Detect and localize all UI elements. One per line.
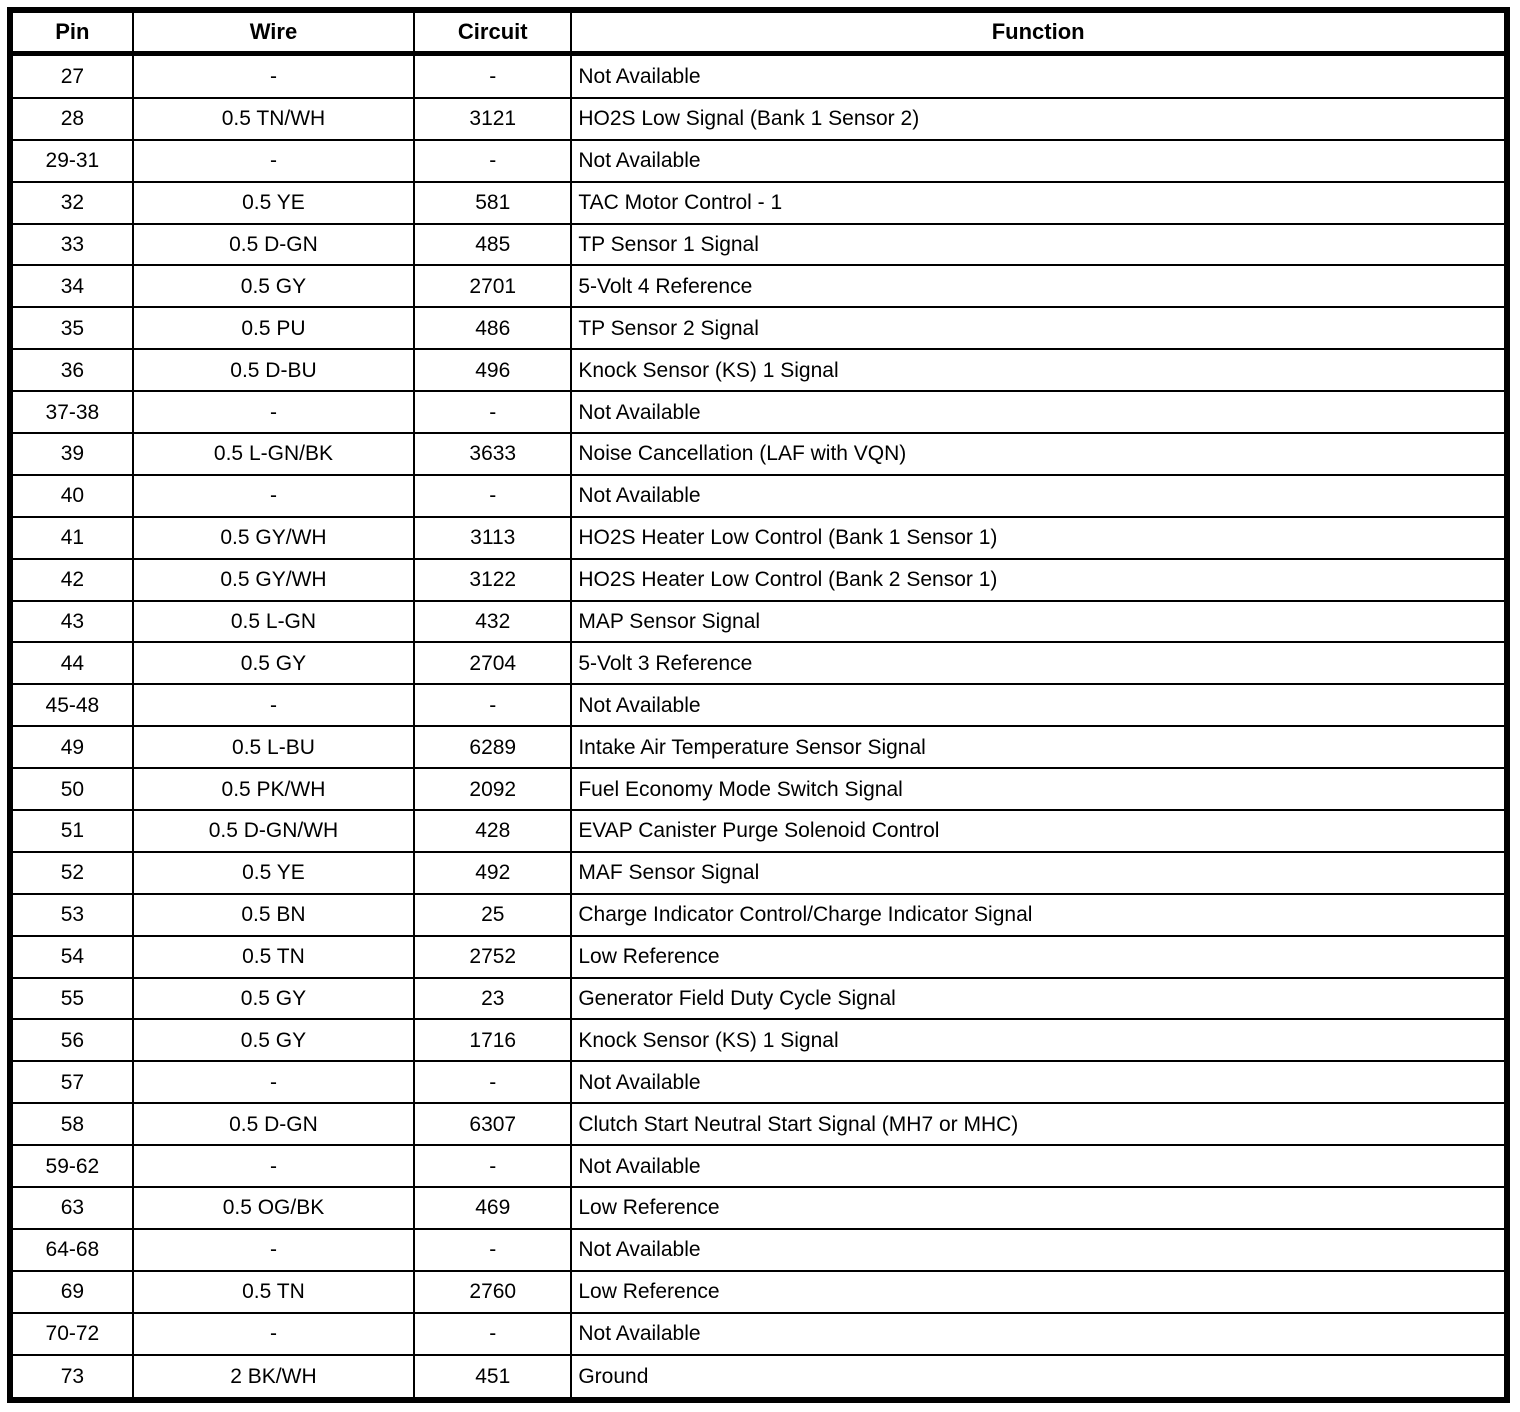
- cell-wire: 0.5 PK/WH: [133, 768, 414, 810]
- cell-function: TP Sensor 2 Signal: [571, 307, 1507, 349]
- cell-wire: 0.5 TN: [133, 1271, 414, 1313]
- cell-function: Not Available: [571, 475, 1507, 517]
- cell-wire: 0.5 L-GN/BK: [133, 433, 414, 475]
- cell-pin: 33: [10, 224, 133, 266]
- cell-wire: 0.5 TN: [133, 936, 414, 978]
- cell-circuit: 496: [414, 349, 571, 391]
- cell-wire: 0.5 D-BU: [133, 349, 414, 391]
- cell-circuit: 3113: [414, 517, 571, 559]
- cell-circuit: 6289: [414, 726, 571, 768]
- column-header-function: Function: [571, 10, 1507, 54]
- table-row: [10, 894, 1507, 936]
- cell-pin: 69: [10, 1271, 133, 1313]
- cell-circuit: -: [414, 54, 571, 98]
- cell-wire: -: [133, 475, 414, 517]
- cell-function: TP Sensor 1 Signal: [571, 224, 1507, 266]
- cell-function: Low Reference: [571, 1187, 1507, 1229]
- cell-pin: 70-72: [10, 1313, 133, 1355]
- cell-pin: 27: [10, 54, 133, 98]
- table-row: [10, 475, 1507, 517]
- cell-pin: 29-31: [10, 140, 133, 182]
- table-row: [10, 517, 1507, 559]
- table-row: [10, 1061, 1507, 1103]
- cell-wire: 0.5 BN: [133, 894, 414, 936]
- cell-wire: 0.5 PU: [133, 307, 414, 349]
- cell-wire: 0.5 GY: [133, 265, 414, 307]
- cell-wire: 0.5 GY/WH: [133, 559, 414, 601]
- table-row: [10, 307, 1507, 349]
- cell-function: Not Available: [571, 684, 1507, 726]
- table-body: [10, 54, 1507, 1401]
- cell-circuit: 492: [414, 852, 571, 894]
- cell-function: Clutch Start Neutral Start Signal (MH7 or MHC): [571, 1103, 1507, 1145]
- cell-pin: 56: [10, 1019, 133, 1061]
- table-row: [10, 768, 1507, 810]
- cell-pin: 52: [10, 852, 133, 894]
- cell-circuit: 485: [414, 224, 571, 266]
- cell-wire: 0.5 D-GN/WH: [133, 810, 414, 852]
- cell-wire: 0.5 YE: [133, 852, 414, 894]
- cell-wire: 0.5 D-GN: [133, 1103, 414, 1145]
- cell-pin: 45-48: [10, 684, 133, 726]
- cell-pin: 37-38: [10, 391, 133, 433]
- cell-pin: 57: [10, 1061, 133, 1103]
- cell-pin: 49: [10, 726, 133, 768]
- cell-circuit: 3121: [414, 98, 571, 140]
- cell-circuit: -: [414, 475, 571, 517]
- cell-pin: 58: [10, 1103, 133, 1145]
- table-row: [10, 433, 1507, 475]
- cell-circuit: 3633: [414, 433, 571, 475]
- cell-circuit: 428: [414, 810, 571, 852]
- cell-wire: 0.5 TN/WH: [133, 98, 414, 140]
- pinout-table: [7, 7, 1510, 1403]
- cell-circuit: -: [414, 1145, 571, 1187]
- table-row: [10, 559, 1507, 601]
- table-row: [10, 1019, 1507, 1061]
- table-row: [10, 1145, 1507, 1187]
- cell-pin: 35: [10, 307, 133, 349]
- cell-circuit: -: [414, 140, 571, 182]
- table-row: [10, 726, 1507, 768]
- column-header-wire: Wire: [133, 10, 414, 54]
- header-row: [10, 10, 1507, 54]
- cell-wire: 0.5 GY/WH: [133, 517, 414, 559]
- cell-pin: 50: [10, 768, 133, 810]
- cell-wire: 0.5 GY: [133, 642, 414, 684]
- cell-function: Not Available: [571, 1061, 1507, 1103]
- cell-circuit: 451: [414, 1355, 571, 1400]
- cell-pin: 34: [10, 265, 133, 307]
- cell-wire: -: [133, 1061, 414, 1103]
- table-row: [10, 601, 1507, 643]
- cell-wire: -: [133, 391, 414, 433]
- cell-function: Noise Cancellation (LAF with VQN): [571, 433, 1507, 475]
- cell-circuit: 2752: [414, 936, 571, 978]
- cell-pin: 64-68: [10, 1229, 133, 1271]
- cell-function: Not Available: [571, 54, 1507, 98]
- cell-pin: 41: [10, 517, 133, 559]
- cell-pin: 36: [10, 349, 133, 391]
- table-row: [10, 182, 1507, 224]
- column-header-circuit: Circuit: [414, 10, 571, 54]
- cell-pin: 63: [10, 1187, 133, 1229]
- cell-circuit: -: [414, 684, 571, 726]
- cell-wire: 0.5 D-GN: [133, 224, 414, 266]
- cell-pin: 42: [10, 559, 133, 601]
- column-header-pin: Pin: [10, 10, 133, 54]
- cell-pin: 43: [10, 601, 133, 643]
- cell-wire: 0.5 GY: [133, 1019, 414, 1061]
- cell-circuit: 432: [414, 601, 571, 643]
- cell-pin: 40: [10, 475, 133, 517]
- cell-wire: 0.5 YE: [133, 182, 414, 224]
- table-row: [10, 936, 1507, 978]
- table-header: [10, 10, 1507, 54]
- cell-function: HO2S Low Signal (Bank 1 Sensor 2): [571, 98, 1507, 140]
- cell-function: EVAP Canister Purge Solenoid Control: [571, 810, 1507, 852]
- cell-function: Not Available: [571, 140, 1507, 182]
- table-row: [10, 54, 1507, 98]
- cell-function: Charge Indicator Control/Charge Indicator Signal: [571, 894, 1507, 936]
- cell-circuit: 469: [414, 1187, 571, 1229]
- cell-function: Knock Sensor (KS) 1 Signal: [571, 1019, 1507, 1061]
- cell-pin: 53: [10, 894, 133, 936]
- cell-pin: 59-62: [10, 1145, 133, 1187]
- cell-function: Low Reference: [571, 1271, 1507, 1313]
- cell-wire: 0.5 GY: [133, 978, 414, 1020]
- cell-function: Low Reference: [571, 936, 1507, 978]
- cell-wire: -: [133, 1313, 414, 1355]
- cell-circuit: 1716: [414, 1019, 571, 1061]
- cell-circuit: 2701: [414, 265, 571, 307]
- cell-pin: 55: [10, 978, 133, 1020]
- table-row: [10, 98, 1507, 140]
- cell-function: 5-Volt 3 Reference: [571, 642, 1507, 684]
- cell-function: Fuel Economy Mode Switch Signal: [571, 768, 1507, 810]
- cell-wire: 0.5 L-BU: [133, 726, 414, 768]
- table-row: [10, 1229, 1507, 1271]
- cell-function: Not Available: [571, 391, 1507, 433]
- cell-pin: 39: [10, 433, 133, 475]
- table-row: [10, 1103, 1507, 1145]
- cell-function: Not Available: [571, 1229, 1507, 1271]
- cell-circuit: 581: [414, 182, 571, 224]
- cell-circuit: 3122: [414, 559, 571, 601]
- cell-circuit: -: [414, 1313, 571, 1355]
- cell-pin: 44: [10, 642, 133, 684]
- table-row: [10, 978, 1507, 1020]
- pinout-table-container: [7, 7, 1510, 1403]
- table-row: [10, 140, 1507, 182]
- cell-function: 5-Volt 4 Reference: [571, 265, 1507, 307]
- table-row: [10, 391, 1507, 433]
- cell-circuit: 2704: [414, 642, 571, 684]
- cell-circuit: 23: [414, 978, 571, 1020]
- cell-function: Generator Field Duty Cycle Signal: [571, 978, 1507, 1020]
- table-row: [10, 349, 1507, 391]
- cell-function: Ground: [571, 1355, 1507, 1400]
- table-row: [10, 224, 1507, 266]
- cell-circuit: -: [414, 391, 571, 433]
- cell-function: HO2S Heater Low Control (Bank 1 Sensor 1): [571, 517, 1507, 559]
- cell-circuit: 6307: [414, 1103, 571, 1145]
- cell-wire: 0.5 L-GN: [133, 601, 414, 643]
- table-row: [10, 1187, 1507, 1229]
- table-row: [10, 1313, 1507, 1355]
- cell-pin: 28: [10, 98, 133, 140]
- cell-function: Knock Sensor (KS) 1 Signal: [571, 349, 1507, 391]
- cell-wire: -: [133, 140, 414, 182]
- cell-wire: 0.5 OG/BK: [133, 1187, 414, 1229]
- cell-pin: 54: [10, 936, 133, 978]
- cell-circuit: 25: [414, 894, 571, 936]
- table-row: [10, 810, 1507, 852]
- cell-pin: 73: [10, 1355, 133, 1400]
- cell-circuit: -: [414, 1229, 571, 1271]
- cell-function: MAF Sensor Signal: [571, 852, 1507, 894]
- cell-wire: 2 BK/WH: [133, 1355, 414, 1400]
- cell-function: Intake Air Temperature Sensor Signal: [571, 726, 1507, 768]
- cell-function: Not Available: [571, 1145, 1507, 1187]
- table-row: [10, 265, 1507, 307]
- cell-pin: 32: [10, 182, 133, 224]
- table-row: [10, 684, 1507, 726]
- cell-function: HO2S Heater Low Control (Bank 2 Sensor 1): [571, 559, 1507, 601]
- cell-circuit: -: [414, 1061, 571, 1103]
- table-row: [10, 642, 1507, 684]
- cell-function: MAP Sensor Signal: [571, 601, 1507, 643]
- cell-pin: 51: [10, 810, 133, 852]
- cell-wire: -: [133, 684, 414, 726]
- cell-circuit: 486: [414, 307, 571, 349]
- cell-function: Not Available: [571, 1313, 1507, 1355]
- cell-circuit: 2092: [414, 768, 571, 810]
- cell-wire: -: [133, 54, 414, 98]
- cell-wire: -: [133, 1229, 414, 1271]
- table-row: [10, 1355, 1507, 1400]
- table-row: [10, 1271, 1507, 1313]
- cell-wire: -: [133, 1145, 414, 1187]
- table-row: [10, 852, 1507, 894]
- cell-circuit: 2760: [414, 1271, 571, 1313]
- cell-function: TAC Motor Control - 1: [571, 182, 1507, 224]
